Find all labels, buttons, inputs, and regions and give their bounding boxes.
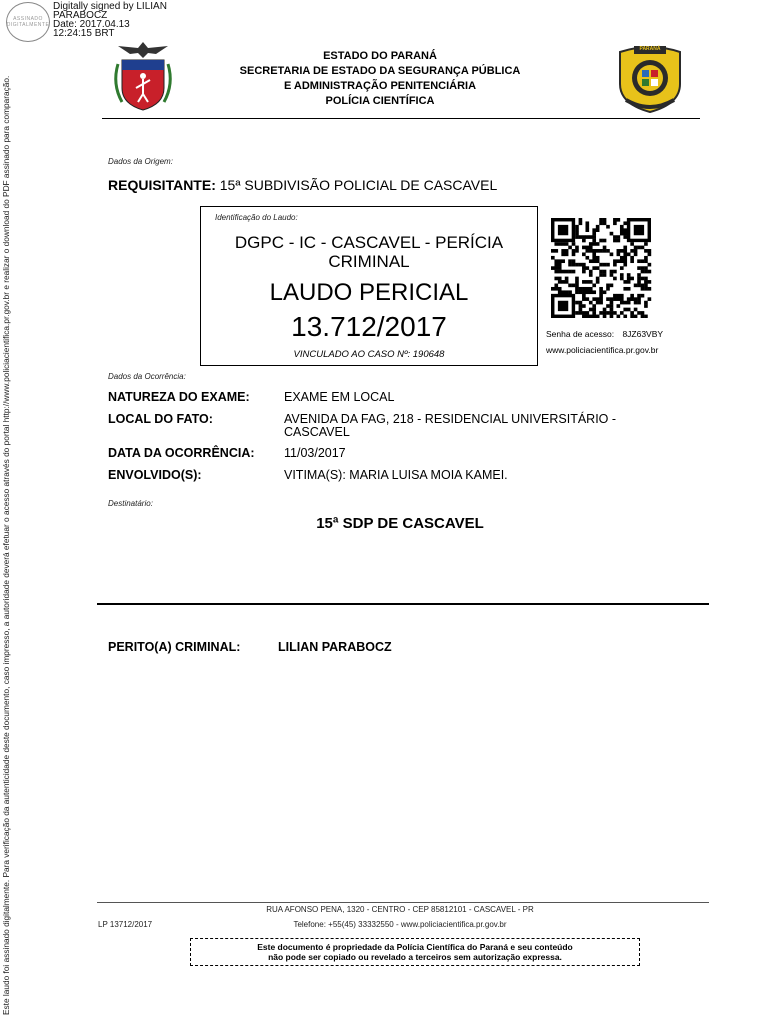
requisitante-label: REQUISITANTE: [108,177,216,193]
requisitante-value: 15ª SUBDIVISÃO POLICIAL DE CASCAVEL [219,177,498,193]
occurrence-caption: Dados da Ocorrência: [108,372,186,381]
footer-ref: LP 13712/2017 [98,920,153,929]
requisitante-line [108,177,497,193]
laudo-vinculado: VINCULADO AO CASO Nº: 190648 [293,349,445,360]
laudo-title: LAUDO PERICIAL [269,279,469,306]
qr-code-icon [551,218,653,318]
access-info [546,329,663,339]
seal-text: ASSINADO DIGITALMENTE [6,16,50,28]
header-secretariat: SECRETARIA DE ESTADO DA SEGURANÇA PÚBLICA [239,65,521,77]
policia-cientifica-badge-icon [612,42,688,114]
destination-value: 15ª SDP DE CASCAVEL [316,515,484,532]
laudo-number: 13.712/2017 [291,311,447,342]
confidentiality-notice [190,938,640,966]
laudo-caption: Identificação do Laudo: [215,213,298,222]
natureza-label: NATUREZA DO EXAME: [108,390,250,404]
envolvidos-value: VITIMA(S): MARIA LUISA MOIA KAMEI. [284,468,508,482]
laudo-unit [201,233,537,271]
access-url[interactable]: www.policiacientifica.pr.gov.br [546,345,659,355]
parana-coat-of-arms-icon [108,40,178,112]
notice-line1: Este documento é propriedade da Polícia Científica do Paraná e seu conteúdo [257,942,573,952]
header-department: POLÍCIA CIENTÍFICA [325,95,435,107]
laudo-unit-line2: CRIMINAL [328,252,410,271]
footer-address: RUA AFONSO PENA, 1320 - CENTRO - CEP 85812101 - CASCAVEL - PR [266,905,534,914]
natureza-value: EXAME EM LOCAL [284,390,395,404]
destination-caption: Destinatário: [108,499,153,508]
footer-divider [97,902,709,903]
local-value: AVENIDA DA FAG, 218 - RESIDENCIAL UNIVERSITÁRIO - CASCAVEL [284,412,617,439]
digital-signature-text: Digitally signed by LILIAN PARABOCZ Date: 2017.04.13 12:24:15 BRT [53,1,167,39]
section-divider [97,603,709,605]
data-value: 11/03/2017 [284,446,346,460]
side-verification-note: Este laudo foi assinado digitalmente. Para verificação da autenticidade deste documento, caso impresso, a autoridade deverá efetuar o acesso através do portal http://www.policiacientifica.pr.gov.br e realizar o download do PDF assinado para comparação. [1,75,11,1015]
access-code: 8JZ63VBY [622,329,664,339]
envolvidos-label: ENVOLVIDO(S): [108,468,202,482]
perito-label: PERITO(A) CRIMINAL: [108,640,241,654]
header-state: ESTADO DO PARANÁ [323,50,437,62]
header-divider [102,118,700,119]
header-administration: E ADMINISTRAÇÃO PENITENCIÁRIA [283,80,477,92]
laudo-identification-box [200,206,538,366]
badge-top-text: PARANÁ [639,46,661,52]
perito-value: LILIAN PARABOCZ [278,640,392,654]
access-label: Senha de acesso: [546,329,615,339]
footer-phone: Telefone: +55(45) 33332550 - www.policiacientifica.pr.gov.br [293,920,507,929]
origin-caption: Dados da Origem: [108,157,173,166]
local-label: LOCAL DO FATO: [108,412,213,426]
laudo-unit-line1: DGPC - IC - CASCAVEL - PERÍCIA [234,233,504,252]
notice-line2: não pode ser copiado ou revelado a terceiros sem autorização expressa. [268,952,562,962]
data-label: DATA DA OCORRÊNCIA: [108,446,255,460]
